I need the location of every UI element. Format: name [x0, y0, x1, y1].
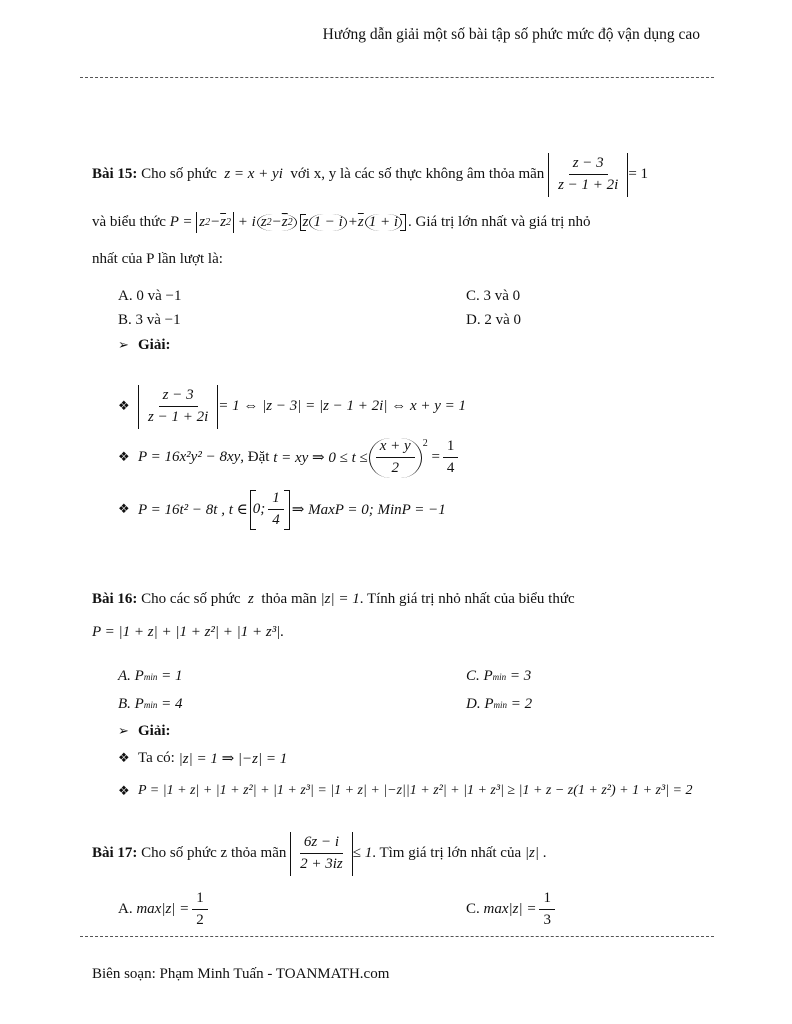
p16-giai-heading [118, 723, 171, 740]
footer-divider [80, 936, 714, 937]
diamond-bullet-icon: ❖ [118, 450, 130, 466]
p16-expression: P = |1 + z| + |1 + z²| + |1 + z³|. [92, 624, 285, 640]
problem-15-label: Bài 15: [92, 166, 138, 183]
p15-s2-eq: = [431, 449, 440, 466]
diamond-bullet-icon: ❖ [118, 399, 130, 415]
p15-frac-den: z − 1 + 2i [558, 177, 619, 194]
p15-s2-num: x + y [376, 438, 415, 458]
arrowhead-bullet-icon: ➢ [118, 338, 129, 353]
p15-s3-den: 4 [272, 512, 280, 529]
p15-s3-b: 0; [252, 501, 266, 518]
p17-choice-a-letter: A. [118, 901, 133, 918]
p15-step-3 [118, 490, 446, 530]
p17-choice-a-num: 1 [192, 890, 208, 910]
p17-choice-c-expr: max|z| = [483, 901, 537, 918]
p15-text3: và biểu thức [92, 214, 166, 230]
p16-choice-a: A. P min = 1 [118, 668, 183, 684]
page-header: Hướng dẫn giải một số bài tập số phức mức độ vận dụng cao [322, 26, 700, 43]
p17-choice-c-num: 1 [539, 890, 555, 910]
p17-choice-a-expr: max|z| = [136, 901, 190, 918]
diamond-bullet-icon: ❖ [118, 502, 130, 518]
header-divider [80, 77, 714, 78]
p15-giai-label: Giải: [138, 337, 171, 353]
p17-choice-c [466, 890, 558, 930]
p16-text1: Cho các số phức [141, 591, 241, 607]
arrowhead-bullet-icon: ➢ [118, 724, 129, 739]
p16-step-1 [118, 749, 287, 768]
p16-s2: P = |1 + z| + |1 + z²| + |1 + z³| = |1 + z| + |−z||1 + z²| + |1 + z³| ≥ |1 + z − z(1 + z²) + 1 + z³| = 2 [138, 783, 693, 798]
p16-choice-c: C. P min = 3 [466, 668, 532, 684]
p15-expression: P = z 2 − $\overline{z}$ 2 + i z 2 − $\overline{z}$ 2 z 1 − i + $\overline{z}$ 1 + i [170, 212, 408, 233]
p16-giai-label: Giải: [138, 723, 171, 739]
p15-giai-heading [118, 337, 171, 354]
p16-text2: thỏa mãn [261, 591, 317, 607]
p17-le: ≤ 1 [352, 845, 373, 862]
diamond-bullet-icon: ❖ [118, 783, 130, 799]
p15-s1-den: z − 1 + 2i [148, 409, 209, 426]
p15-step-2: ❖ P = 16x²y² − 8xy , Đặt t = xy ⇒ 0 ≤ t ≤ $\frac{x + y}{2}$ $^2$ = $\frac{1}{4}$ [118, 438, 461, 478]
p16-choice-d: D. P min = 2 [466, 696, 533, 712]
p15-s2-b: , Đặt [240, 449, 270, 466]
problem-17-statement [92, 832, 546, 876]
p17-text2: . Tìm giá trị lớn nhất của [372, 845, 522, 862]
p16-cond: |z| = 1 [320, 591, 360, 607]
problem-16-statement [92, 591, 575, 608]
p17-dot: . [542, 845, 547, 862]
p17-choice-a-den: 2 [196, 912, 204, 929]
p16-step-2 [118, 783, 693, 799]
p15-cond-z: z = x + yi [224, 166, 283, 183]
p17-text1: Cho số phức z thỏa mãn [141, 845, 287, 862]
p17-absz: |z| [524, 845, 539, 862]
p17-frac-den: 2 + 3iz [300, 856, 343, 873]
p15-s2-c: t = xy ⇒ 0 ≤ t ≤ [273, 450, 368, 467]
p15-frac-num: z − 3 [569, 155, 608, 175]
p15-text1: Cho số phức [141, 166, 217, 183]
p15-s2-rden: 4 [446, 460, 455, 477]
p15-choice-a: A. 0 và −1 [118, 288, 182, 304]
p16-s1-b: |z| = 1 ⇒ |−z| = 1 [178, 751, 288, 767]
p15-choice-c: C. 3 và 0 [466, 288, 521, 304]
p15-abs-fraction [548, 153, 628, 197]
p15-s2-a: P = 16x²y² − 8xy [138, 449, 241, 466]
problem-15-statement [92, 153, 648, 197]
p15-s3-c: ⇒ MaxP = 0; MinP = −1 [291, 502, 446, 519]
p15-s2-rnum: 1 [443, 438, 459, 458]
p15-s3-num: 1 [268, 490, 284, 510]
diamond-bullet-icon: ❖ [118, 751, 130, 766]
p15-text4: . Giá trị lớn nhất và giá trị nhỏ [408, 214, 591, 230]
p16-text3: . Tính giá trị nhỏ nhất của biểu thức [359, 591, 575, 607]
p15-choice-d: D. 2 và 0 [466, 312, 521, 328]
problem-15-expression-line [92, 212, 591, 233]
p16-z: z [248, 591, 254, 607]
p16-s1-a: Ta có: [138, 750, 175, 766]
p17-choice-c-letter: C. [466, 901, 480, 918]
problem-17-label: Bài 17: [92, 845, 138, 862]
p15-text2: với x, y là các số thực không âm thỏa mãn [290, 166, 545, 183]
p15-s2-den: 2 [391, 460, 399, 477]
p15-s1-num: z − 3 [159, 387, 198, 407]
p17-choice-a [118, 890, 211, 930]
problem-16-label: Bài 16: [92, 591, 138, 607]
p15-s1-tail: = 1 ⇔ |z − 3| = |z − 1 + 2i| ⇔ x + y = 1 [218, 398, 467, 415]
p15-text5: nhất của P lần lượt là: [92, 251, 223, 267]
p15-choice-b: B. 3 và −1 [118, 312, 181, 328]
p15-step-1 [118, 385, 466, 429]
p16-choice-b: B. P min = 4 [118, 696, 183, 712]
p17-frac-num: 6z − i [300, 834, 343, 854]
p17-choice-c-den: 3 [543, 912, 551, 929]
page-footer: Biên soạn: Phạm Minh Tuấn - TOANMATH.com [92, 966, 390, 982]
p15-s3-a: P = 16t² − 8t , t ∈ [138, 502, 248, 519]
p15-eq1: = 1 [628, 166, 649, 183]
